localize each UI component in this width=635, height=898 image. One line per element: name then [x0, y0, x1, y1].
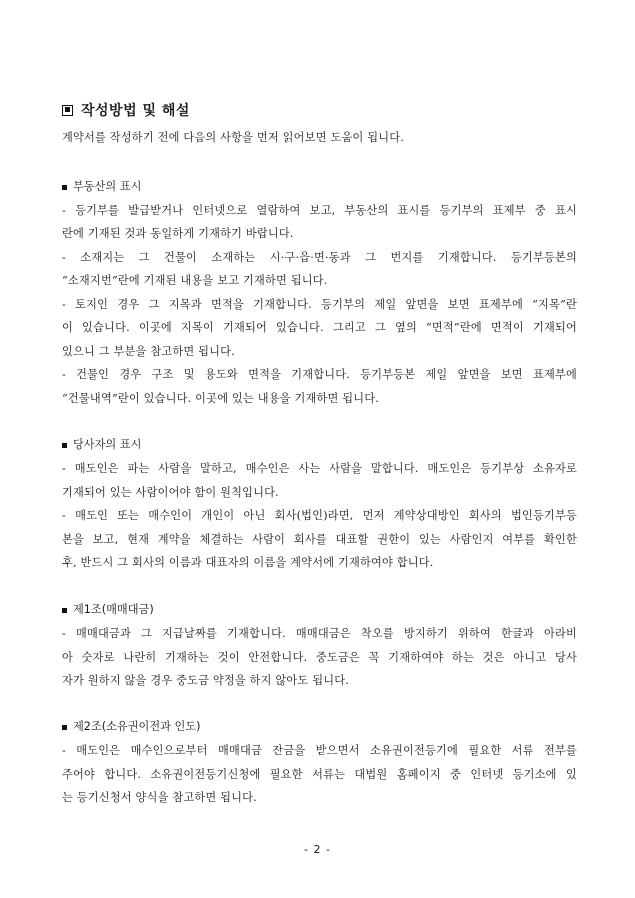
square-bullet-icon: [62, 443, 67, 448]
paragraph-line: - 매도인은 매수인으로부터 매매대금 잔금을 받으면서 소유권이전등기에 필요한 서류 전부를: [62, 744, 577, 757]
paragraph-line: 는 등기신청서 양식을 참고하면 됩니다.: [62, 791, 257, 804]
paragraph-line: - 등기부를 발급받거나 인터넷으로 열람하여 보고, 부동산의 표시를 등기부의 표제부 중 표시: [62, 204, 577, 217]
square-bullet-icon: [62, 105, 73, 116]
paragraph-line: “소재지번”란에 기재된 내용을 보고 기재하면 됩니다.: [62, 274, 328, 287]
intro-text: 계약서를 작성하기 전에 다음의 사항을 먼저 읽어보면 도움이 됩니다.: [62, 131, 405, 144]
square-bullet-icon: [62, 725, 67, 730]
paragraph-line: 이 있습니다. 이곳에 지목이 기재되어 있습니다. 그리고 그 옆의 “면적”란에 면적이 기재되어: [62, 321, 577, 334]
paragraph-line: 있으니 그 부분을 참고하면 됩니다.: [62, 345, 235, 358]
paragraph-line: - 매도인 또는 매수인이 개인이 아닌 회사(법인)라면, 먼저 계약상대방인 회사의 법인등기부등: [62, 509, 577, 522]
paragraph-line: - 소재지는 그 건물이 소재하는 시·구·읍·면·동과 그 번지를 기재합니다. 등기부등본의: [62, 251, 577, 264]
section-title-article-1: 제1조(매매대금): [62, 603, 154, 617]
section-heading: [62, 100, 190, 120]
paragraph-line: - 매매대금과 그 지급날짜를 기재합니다. 매매대금은 착오를 방지하기 위하여 한글과 아라비: [62, 627, 577, 640]
paragraph-line: 자가 원하지 않을 경우 중도금 약정을 하지 않아도 됩니다.: [62, 674, 349, 687]
page-number: - 2 -: [304, 843, 331, 856]
paragraph-line: - 건물인 경우 구조 및 용도와 면적을 기재합니다. 등기부등본 제일 앞면을 보면 표제부에: [62, 368, 577, 381]
section-title-article-2: 제2조(소유권이전과 인도): [62, 720, 200, 734]
paragraph-line: - 매도인은 파는 사람을 말하고, 매수인은 사는 사람을 말합니다. 매도인은 등기부상 소유자로: [62, 462, 577, 475]
section-title-parties: 당사자의 표시: [62, 438, 141, 452]
paragraph-line: “건물내역”란이 있습니다. 이곳에 있는 내용을 기재하면 됩니다.: [62, 392, 380, 405]
paragraph-line: 주어야 합니다. 소유권이전등기신청에 필요한 서류는 대법원 홈페이지 중 인터넷 등기소에 있: [62, 768, 577, 781]
heading-text: 작성방법 및 해설: [81, 103, 190, 119]
paragraph-line: 후, 반드시 그 회사의 이름과 대표자의 이름을 계약서에 기재하여야 합니다.: [62, 556, 434, 569]
square-bullet-icon: [62, 608, 67, 613]
paragraph-line: 아 숫자로 나란히 기재하는 것이 안전합니다. 중도금은 꼭 기재하여야 하는 것은 아니고 당사: [62, 651, 577, 664]
paragraph-line: 란에 기재된 것과 동일하게 기재하기 바랍니다.: [62, 227, 294, 240]
paragraph-line: - 토지인 경우 그 지목과 면적을 기재합니다. 등기부의 제일 앞면을 보면 표제부에 “지목”란: [62, 298, 577, 311]
paragraph-line: 기재되어 있는 사람이어야 함이 원칙입니다.: [62, 486, 279, 499]
square-bullet-icon: [62, 185, 67, 190]
section-title-property: 부동산의 표시: [62, 180, 141, 194]
paragraph-line: 본을 보고, 현재 계약을 체결하는 사람이 회사를 대표할 권한이 있는 사람인지 여부를 확인한: [62, 533, 577, 546]
